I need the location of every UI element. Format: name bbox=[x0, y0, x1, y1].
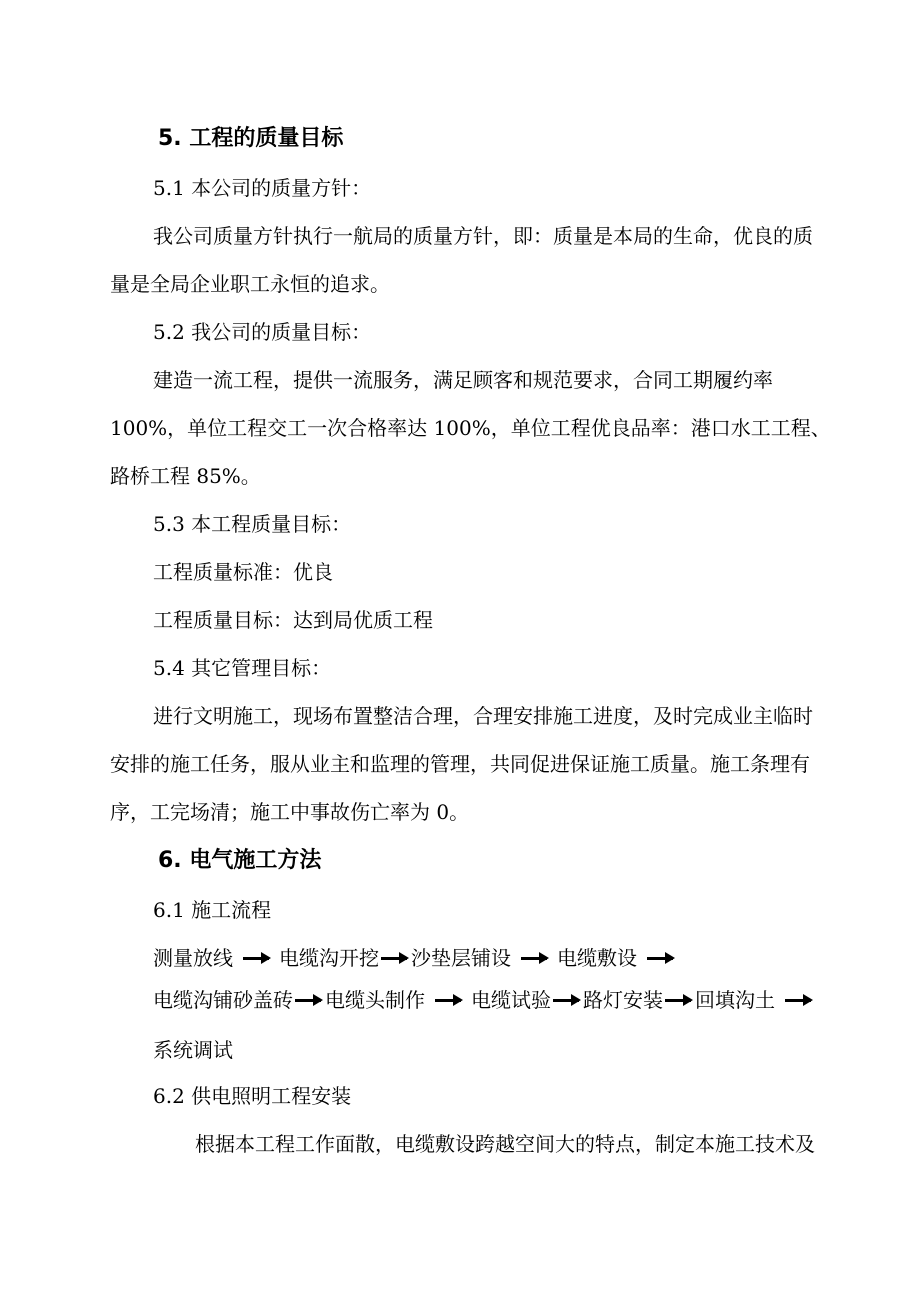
section-5-4-body-line-2: 安排的施工任务，服从业主和监理的管理，共同促进保证施工质量。施工条理有 bbox=[110, 752, 810, 776]
flow-row-3: 系统调试 bbox=[153, 1038, 233, 1062]
section-5-3-title: 5.3 本工程质量目标： bbox=[153, 512, 352, 536]
section-6-1-title: 6.1 施工流程 bbox=[153, 898, 272, 922]
section-5-1-body-line-1: 我公司质量方针执行一航局的质量方针，即：质量是本局的生命，优良的质 bbox=[153, 224, 813, 248]
flow-step: 电缆敷设 bbox=[557, 946, 637, 970]
section-6-heading: 6. 电气施工方法 bbox=[158, 848, 322, 873]
section-5-3-goal: 工程质量目标：达到局优质工程 bbox=[153, 608, 433, 632]
section-5-3-standard: 工程质量标准：优良 bbox=[153, 560, 333, 584]
arrow-right-icon bbox=[381, 957, 407, 960]
section-5-2-body-line-2: 100%，单位工程交工一次合格率达 100%，单位工程优良品率：港口水工工程、 bbox=[110, 416, 831, 440]
section-5-1-title: 5.1 本公司的质量方针： bbox=[153, 176, 372, 200]
arrow-right-icon bbox=[665, 999, 691, 1002]
flow-step: 回填沟土 bbox=[695, 988, 775, 1012]
flow-row-1 bbox=[153, 944, 683, 972]
section-5-heading: 5. 工程的质量目标 bbox=[158, 126, 344, 151]
flow-step: 电缆沟铺砂盖砖 bbox=[153, 988, 293, 1012]
flow-step: 电缆试验 bbox=[471, 988, 551, 1012]
section-5-2-title: 5.2 我公司的质量目标： bbox=[153, 320, 372, 344]
arrow-right-icon bbox=[553, 999, 579, 1002]
section-5-4-body-line-1: 进行文明施工，现场布置整洁合理，合理安排施工进度，及时完成业主临时 bbox=[153, 704, 813, 728]
arrow-right-icon bbox=[647, 957, 673, 960]
flow-step: 路灯安装 bbox=[583, 988, 663, 1012]
flow-step: 测量放线 bbox=[153, 946, 233, 970]
section-5-2-body-line-1: 建造一流工程，提供一流服务，满足顾客和规范要求，合同工期履约率 bbox=[153, 368, 773, 392]
arrow-right-icon bbox=[243, 957, 269, 960]
arrow-right-icon bbox=[521, 957, 547, 960]
flow-row-2 bbox=[153, 986, 821, 1014]
section-5-4-title: 5.4 其它管理目标： bbox=[153, 656, 332, 680]
flow-step: 沙垫层铺设 bbox=[411, 946, 511, 970]
arrow-right-icon bbox=[435, 999, 461, 1002]
flow-step: 电缆头制作 bbox=[325, 988, 425, 1012]
flow-step: 电缆沟开挖 bbox=[279, 946, 379, 970]
section-5-4-body-line-3: 序，工完场清；施工中事故伤亡率为 0。 bbox=[110, 800, 470, 824]
section-6-2-body-line-1: 根据本工程工作面散，电缆敷设跨越空间大的特点，制定本施工技术及 bbox=[195, 1132, 815, 1156]
arrow-right-icon bbox=[295, 999, 321, 1002]
arrow-right-icon bbox=[785, 999, 811, 1002]
section-5-1-body-line-2: 量是全局企业职工永恒的追求。 bbox=[110, 272, 390, 296]
section-6-2-title: 6.2 供电照明工程安装 bbox=[153, 1084, 352, 1108]
section-5-2-body-line-3: 路桥工程 85%。 bbox=[110, 464, 261, 488]
